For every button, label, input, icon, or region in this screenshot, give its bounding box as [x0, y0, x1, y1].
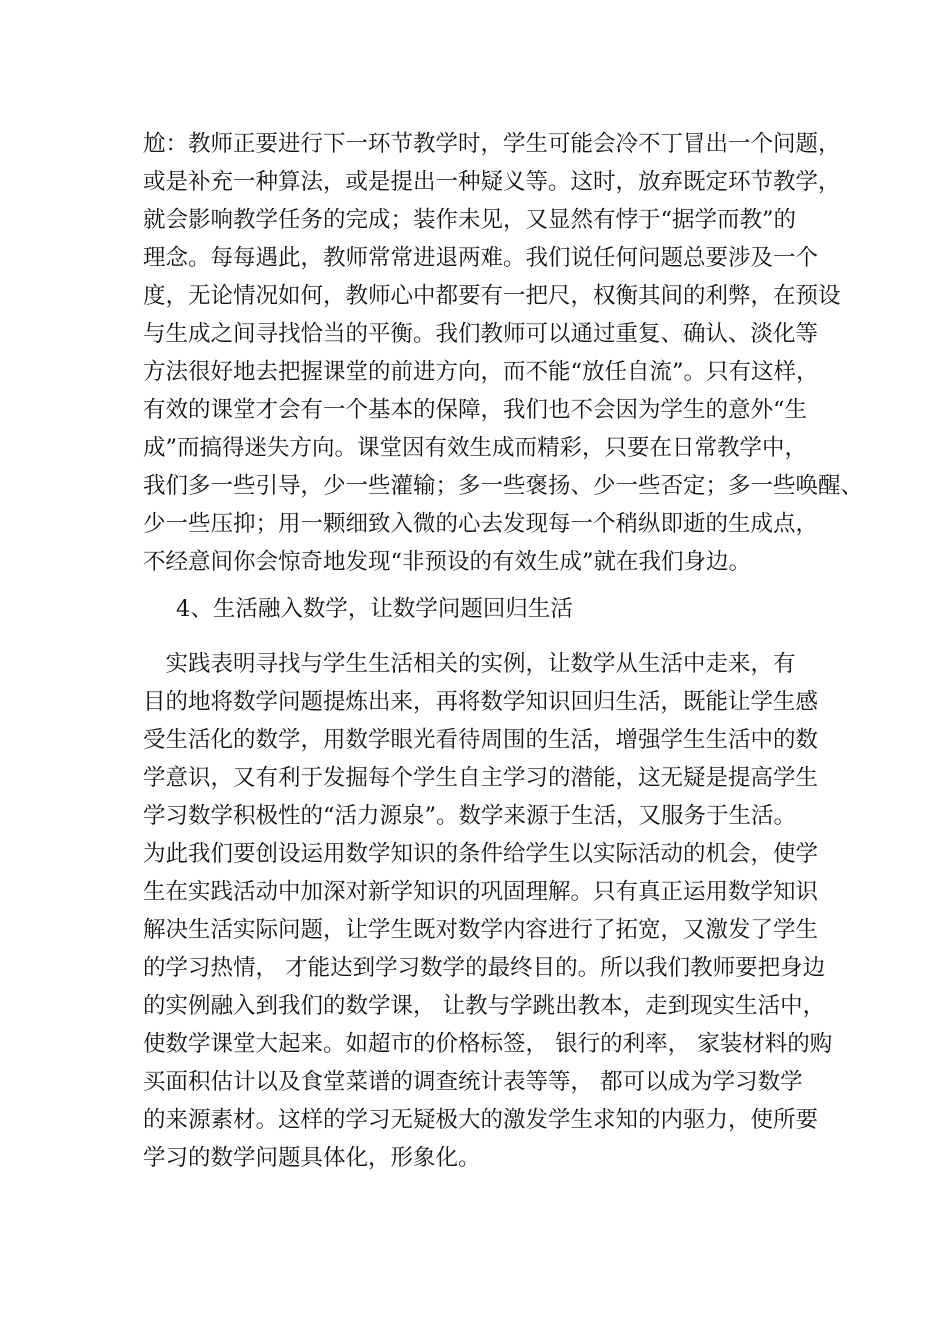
paragraph-line: 目的地将数学问题提炼出来，再将数学知识回归生活，既能让学生感	[143, 689, 819, 715]
paragraph-line: 受生活化的数学，用数学眼光看待周围的生活，增强学生生活中的数	[143, 727, 819, 753]
paragraph-line: 度，无论情况如何，教师心中都要有一把尺，权衡其间的利弊，在预设	[143, 283, 841, 309]
paragraph-line: 我们多一些引导，少一些灌输；多一些褒扬、少一些否定；多一些唤醒、	[143, 473, 864, 499]
paragraph-line: 为此我们要创设运用数学知识的条件给学生以实际活动的机会，使学	[143, 841, 819, 867]
paragraph-section-4	[143, 645, 843, 1177]
paragraph-line: 尬：教师正要进行下一环节教学时，学生可能会冷不丁冒出一个问题，	[143, 131, 841, 157]
paragraph-line: 就会影响教学任务的完成；装作未见，又显然有悖于“据学而教”的	[143, 207, 797, 233]
paragraph-line: 成”而搞得迷失方向。课堂因有效生成而精彩，只要在日常教学中，	[143, 435, 808, 461]
paragraph-line: 学习的数学问题具体化，形象化。	[143, 1145, 481, 1171]
paragraph-line: 的学习热情， 才能达到学习数学的最终目的。所以我们教师要把身边	[143, 955, 826, 981]
paragraph-line: 解决生活实际问题，让学生既对数学内容进行了拓宽，又激发了学生	[143, 917, 819, 943]
paragraph-line: 不经意间你会惊奇地发现“非预设的有效生成”就在我们身边。	[143, 549, 752, 575]
paragraph-line: 与生成之间寻找恰当的平衡。我们教师可以通过重复、确认、淡化等	[143, 321, 819, 347]
paragraph-line: 方法很好地去把握课堂的前进方向，而不能“放任自流”。只有这样，	[143, 359, 819, 385]
paragraph-line: 使数学课堂大起来。如超市的价格标签， 银行的利率， 家装材料的购	[143, 1031, 833, 1057]
paragraph-line: 学习数学积极性的“活力源泉”。数学来源于生活，又服务于生活。	[143, 803, 797, 829]
paragraph-line: 实践表明寻找与学生生活相关的实例，让数学从生活中走来，有	[143, 651, 796, 677]
paragraph-line: 或是补充一种算法，或是提出一种疑义等。这时，放弃既定环节教学，	[143, 169, 841, 195]
paragraph-line: 买面积估计以及食堂菜谱的调查统计表等等， 都可以成为学习数学	[143, 1069, 803, 1095]
paragraph-line: 理念。每每遇此，教师常常进退两难。我们说任何问题总要涉及一个	[143, 245, 819, 271]
section-heading: 4、生活融入数学，让数学问题回归生活	[176, 596, 573, 622]
paragraph-line: 的实例融入到我们的数学课， 让教与学跳出教本，走到现实生活中，	[143, 993, 826, 1019]
paragraph-line: 学意识，又有利于发掘每个学生自主学习的潜能，这无疑是提高学生	[143, 765, 819, 791]
paragraph-line: 少一些压抑；用一颗细致入微的心去发现每一个稍纵即逝的生成点，	[143, 511, 819, 537]
paragraph-continued	[143, 125, 864, 581]
paragraph-line: 的来源素材。这样的学习无疑极大的激发学生求知的内驱力，使所要	[143, 1107, 819, 1133]
paragraph-line: 有效的课堂才会有一个基本的保障，我们也不会因为学生的意外“生	[143, 397, 808, 423]
paragraph-line: 生在实践活动中加深对新学知识的巩固理解。只有真正运用数学知识	[143, 879, 819, 905]
